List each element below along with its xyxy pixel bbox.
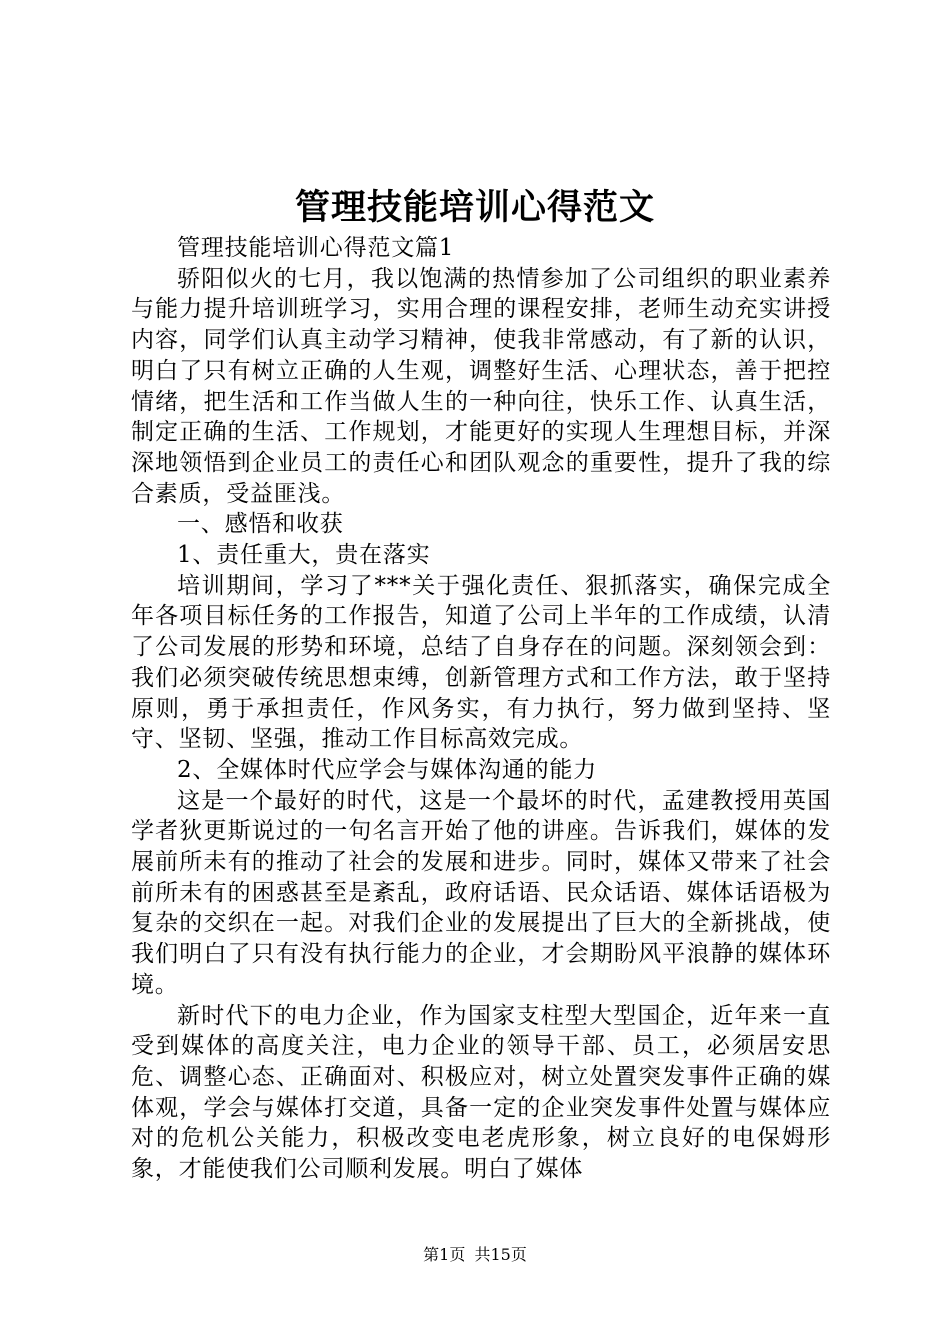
subheading-media: 2、全媒体时代应学会与媒体沟通的能力 xyxy=(177,756,598,783)
section-heading-article-1: 管理技能培训心得范文篇1 xyxy=(177,235,455,261)
page-footer xyxy=(0,1244,950,1266)
paragraph-media-era: 这是一个最好的时代，这是一个最坏的时代，孟建教授用英国学者狄更斯说过的一句名言开始了他的讲座。告诉我们，媒体的发展前所未有的推动了社会的发展和进步。同时，媒体又带来了社会前所未有的困惑甚至是紊乱，政府话语、民众话语、媒体话语极为复杂的交织在一起。对我们企业的发展提出了巨大的全新挑战，使我们明白了只有没有执行能力的企业，才会期盼风平浪静的媒体环境。 xyxy=(131,787,831,998)
page-total: 共15页 xyxy=(474,1245,527,1264)
subheading-responsibility: 1、责任重大，贵在落实 xyxy=(177,542,431,569)
document-body xyxy=(131,233,831,1185)
page-number: 第1页 xyxy=(423,1245,466,1264)
section-heading-insights: 一、感悟和收获 xyxy=(177,511,344,538)
paragraph-intro: 骄阳似火的七月，我以饱满的热情参加了公司组织的职业素养与能力提升培训班学习，实用合理的课程安排，老师生动充实讲授内容，同学们认真主动学习精神，使我非常感动，有了新的认识，明白了只有树立正确的人生观，调整好生活、心理状态，善于把控情绪，把生活和工作当做人生的一种向往，快乐工作、认真生活，制定正确的生活、工作规划，才能更好的实现人生理想目标，并深深地领悟到企业员工的责任心和团队观念的重要性，提升了我的综合素质，受益匪浅。 xyxy=(131,265,831,507)
paragraph-power-enterprise: 新时代下的电力企业，作为国家支柱型大型国企，近年来一直受到媒体的高度关注，电力企业的领导干部、员工，必须居安思危、调整心态、正确面对、积极应对，树立处置突发事件正确的媒体观，学会与媒体打交道，具备一定的企业突发事件处置与媒体应对的危机公关能力，积极改变电老虎形象，树立良好的电保姆形象，才能使我们公司顺利发展。明白了媒体 xyxy=(131,1002,831,1183)
document-title: 管理技能培训心得范文 xyxy=(294,187,655,228)
paragraph-responsibility: 培训期间，学习了***关于强化责任、狠抓落实，确保完成全年各项目标任务的工作报告，知道了公司上半年的工作成绩，认清了公司发展的形势和环境，总结了自身存在的问题。深刻领会到：我们必须突破传统思想束缚，创新管理方式和工作方法，敢于坚持原则，勇于承担责任，作风务实，有力执行，努力做到坚持、坚守、坚韧、坚强，推动工作目标高效完成。 xyxy=(131,572,831,753)
